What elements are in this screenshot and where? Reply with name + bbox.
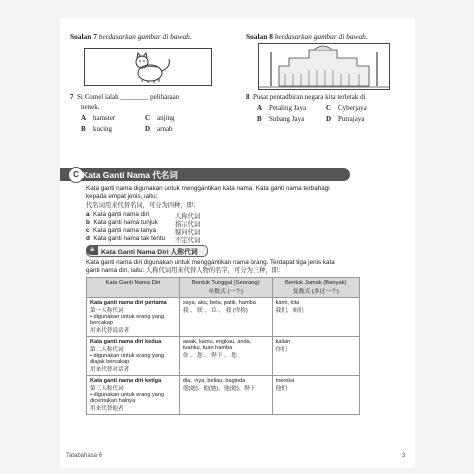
section-intro-line1: Kata ganti nama digunakan untuk menggantikan kata nama. Kata ganti nama terbahagi — [86, 185, 330, 192]
q8-text: 8 Pusat pentadbiran negara kita terletak di — [246, 93, 366, 101]
q7-text: 7 Si Comel ialah ________ peliharaan — [70, 93, 180, 101]
q7-text-cont: nenek. — [81, 103, 100, 111]
table-cell: Kata ganti nama diri kedua 第二人称代词 • digunakan untuk orang yang diajak bercakap 用来代替对话者 — [87, 337, 180, 376]
table-row — [87, 376, 360, 415]
subsection-text-line1: Kata ganti nama diri digunakan untuk menggantikan nama orang. Terdapat tiga jenis kata — [86, 259, 335, 266]
table-cell: awak, kamu, engkau, anda, tuanku, tuan hamba 你 、 您 、 陛下 、 您 — [179, 337, 272, 376]
q8-image-box — [258, 43, 390, 90]
q8-option-a[interactable]: A Petaling Jaya — [257, 104, 307, 112]
table-cell: kalian 你们 — [272, 337, 359, 376]
list-item: b Kata ganti nama tunjuk — [86, 219, 158, 226]
table-row — [87, 337, 360, 376]
page-number: 3 — [402, 453, 406, 459]
list-item: c Kata ganti nama tanya — [86, 227, 157, 234]
list-item: d Kata ganti nama tak tentu — [86, 235, 166, 242]
subsection-title: Kata Ganti Nama Diri 人称代词 — [101, 249, 198, 256]
q8-option-b[interactable]: B Subang Jaya — [257, 115, 305, 123]
list-item-zh: 疑问代词 — [175, 229, 201, 236]
list-item-zh: 不定代词 — [175, 237, 201, 244]
table-cell: saya, aku, beta, patik, hamba 我 、 朕 、 臣 、 我 (卑称) — [179, 298, 272, 337]
table-cell: dia, -nya, beliau, baginda 他(她)、他(她)、他(她)、陛下 — [179, 376, 272, 415]
building-illustration — [259, 44, 389, 89]
table-cell: mereka 他们 — [272, 376, 359, 415]
section-title: Kata Ganti Nama 代名词 — [82, 170, 178, 180]
footer-book-title: Tatabahasa 6 — [66, 453, 103, 459]
q7-image-box — [84, 48, 212, 86]
table-header: Kata Ganti Nama Diri — [87, 278, 180, 298]
subsection-text-line2: ganti nama diri, iaitu: 人称代词用来代替人物的名字，可分为三种，即： — [86, 267, 285, 274]
section-intro-line2: kepada empat jenis, iaitu: — [86, 193, 158, 200]
table-header-row — [87, 278, 360, 298]
list-item-zh: 人称代词 — [175, 213, 201, 220]
table-header: Bentuk Jamak (Banyak) 复数式 (多过一个) — [272, 278, 359, 298]
q8-header: Soalan 8 berdasarkan gambar di bawah. — [246, 32, 368, 41]
q8-option-d[interactable]: D Putrajaya — [326, 115, 365, 123]
q7-option-c[interactable]: C anjing — [145, 114, 175, 122]
pronoun-table — [86, 277, 360, 415]
list-item: a Kata ganti nama diri — [86, 211, 150, 218]
table-cell: kami, kita 我们，咱们 — [272, 298, 359, 337]
table-header: Bentuk Tunggal (Seorang) 单数式 (一个) — [179, 278, 272, 298]
q8-option-c[interactable]: C Cyberjaya — [326, 104, 367, 112]
list-item-zh: 指示代词 — [175, 221, 201, 228]
subsection-letter-badge: a — [86, 245, 98, 255]
q7-option-b[interactable]: B kucing — [81, 125, 113, 133]
section-letter-badge: C — [68, 167, 84, 183]
table-cell: Kata ganti nama diri pertama 第一人称代词 • digunakan untuk orang yang bercakap 用来代替说话者 — [87, 298, 180, 337]
q7-option-d[interactable]: D arnab — [145, 125, 173, 133]
table-cell: Kata ganti nama diri ketiga 第三人称代词 • digunakan untuk orang yang diceritakan halnya 用来代替他者 — [87, 376, 180, 415]
q7-header: Soalan 7 berdasarkan gambar di bawah. — [70, 32, 192, 41]
section-intro-zh: 代名词用来代替名词，可分为四种，即： — [86, 202, 200, 209]
table-row — [87, 298, 360, 337]
q7-option-a[interactable]: A hamster — [81, 114, 116, 122]
cat-illustration — [85, 49, 211, 85]
